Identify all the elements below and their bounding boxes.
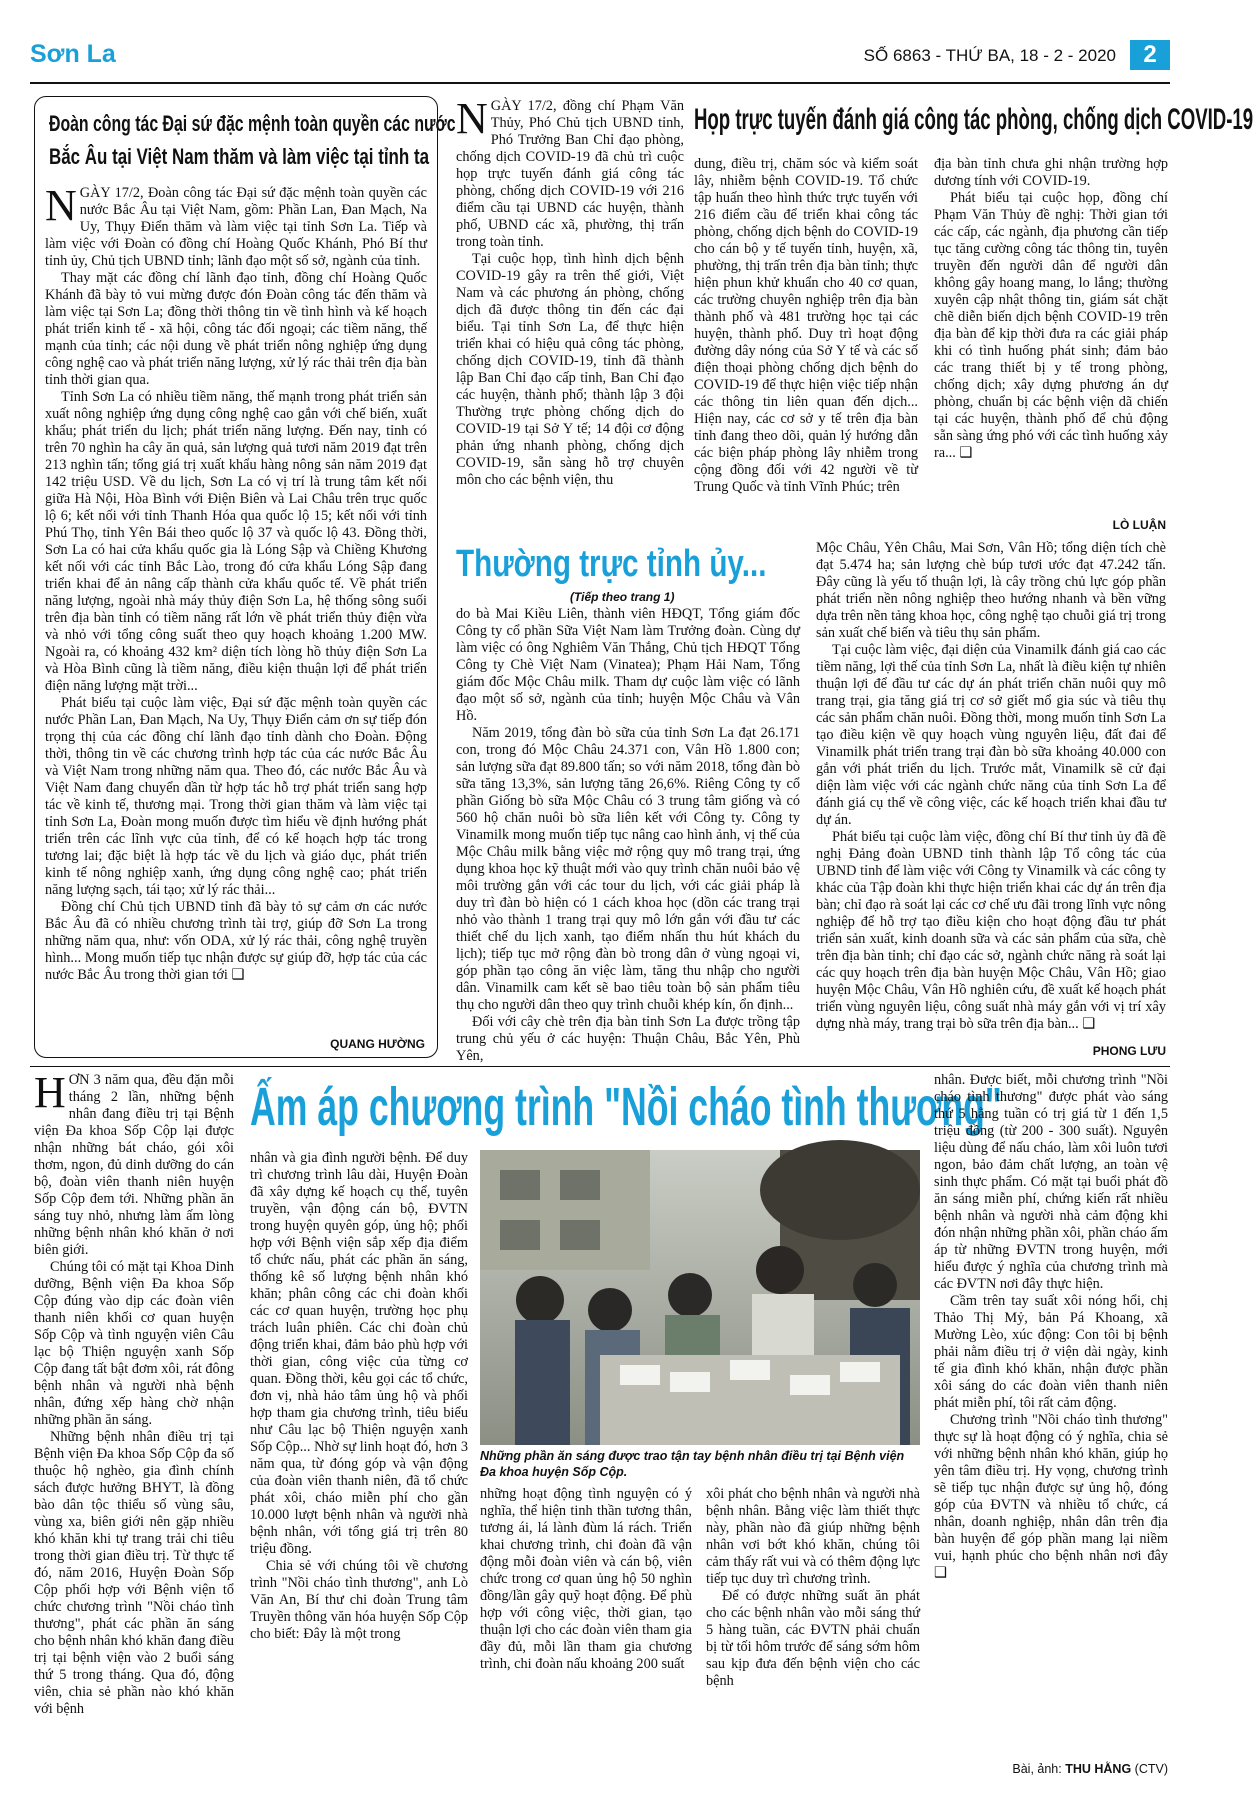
article-nordic-delegation	[34, 96, 456, 1058]
drop-cap: N	[45, 181, 77, 230]
charity-title: Ấm áp chương trình "Nồi cháo tình thương"	[250, 1077, 1002, 1137]
author: THU HẰNG	[1065, 1762, 1132, 1776]
paragraph: Tỉnh Sơn La có nhiều tiềm năng, thế mạnh trong phát triển sản xuất nông nghiệp ứng dụng công nghệ cao gắn với chế biến, xuất khẩu; phát triển du lịch; phát triển năng lượng. Đến nay, tỉnh có trên 70 nghìn ha cây ăn quả, sản lượng quả tươi năm 2019 đạt trên 213 nghìn tấn; tổng giá trị xuất khẩu hàng nông sản năm 2019 đạt 142 triệu USD. Về du lịch, Sơn La có vị trí là trung tâm kết nối giữa Hà Nội, Hòa Bình với Điện Biên và Lai Châu trên trục quốc lộ 6; kết nối với tỉnh Thanh Hóa qua quốc lộ 15; kết nối với tỉnh Phú Thọ, tỉnh Yên Bái theo quốc lộ 37 và quốc lộ 43. Đồng thời, Sơn La có hai cửa khẩu quốc gia là Lóng Sập và Chiềng Khương kết nối với các tỉnh Bắc Lào, trong đó cửa khẩu Lóng Sập đang triển khai để ản nâng cấp thành cửa khẩu quốc tế. Về phát triển năng lượng, ngoài nhà máy thủy điện Sơn La, hệ thống sông suối trên địa bàn tỉnh có tiềm năng rất lớn về phát triển thủy điện vừa và nhỏ với tổng công suất theo quy hoạch khoảng 1.200 MW. Ngoài ra, có khoảng 432 km² diện tích lòng hồ thủy điện Sơn La và Hòa Bình cũng là tiềm năng, điều kiện thuận lợi để phát triển điện năng lượng mặt trời...	[45, 389, 427, 694]
charity-col-5: nhân. Được biết, mỗi chương trình "Nồi cháo tình thương" được phát vào sáng thứ 5 hằng tuần có trị giá từ 1 đến 1,5 triệu đồng (từ 200 - 300 suất). Nguyên liệu dùng để nấu cháo, làm xôi luôn tươi ngon, bảo đảm chất lượng, an toàn vệ sinh thực phẩm. Có mặt tại buổi phát đồ ăn sáng miễn phí, chứng kiến rất nhiều bệnh nhân và người nhà cảm động khi đón nhận những phần xôi, phần cháo ấm áp từ những ĐVTN trong huyện, mới hiểu được ý nghĩa của chương trình mà các ĐVTN nơi đây thực hiện. Cầm trên tay suất xôi nóng hổi, chị Thảo Thị Mỷ, bản Pá Khoang, xã Mường Lèo, xúc động: Con tôi bị bệnh phải nằm điều trị ở viện dài ngày, kinh tế gia đình khó khăn, nhận được phần xôi sáng do các đoàn viên thanh niên phát miễn phí, tôi rất cảm động. Chương trình "Nồi cháo tình thương" thực sự là hoạt động có ý nghĩa, chia sẻ với những bệnh nhân khó khăn, giúp họ yên tâm điều trị. Hy vọng, chương trình sẽ tiếp tục nhận được sự ủng hộ, đóng góp của ĐVTN và nhiều tổ chức, cá nhân, doanh nghiệp, nhân dân trên địa bàn huyện để góp phần mang lại niềm vui, hạnh phúc cho bệnh nhân nơi đây ❑	[934, 1072, 1168, 1581]
author: QUANG HƯỜNG	[330, 1037, 425, 1051]
paragraph: Chương trình "Nồi cháo tình thương" thực sự là hoạt động có ý nghĩa, chia sẻ với những bệnh nhân khó khăn, giúp họ yên tâm điều trị. Hy vọng, chương trình sẽ tiếp tục nhận được sự ủng hộ, đóng góp của ĐVTN và nhiều tổ chức, cá nhân, doanh nghiệp, nhân dân trên địa bàn huyện để góp phần mang lại niềm vui, hạnh phúc cho bệnh nhân nơi đây ❑	[934, 1412, 1168, 1581]
continued-subtitle: (Tiếp theo trang 1)	[570, 590, 675, 604]
paragraph: Thay mặt các đồng chí lãnh đạo tỉnh, đồng chí Hoàng Quốc Khánh đã bày tỏ vui mừng được đón Đoàn công tác đến thăm và làm việc tại Sơn La; đồng thời thông tin về tình hình và kế hoạch phát triển kinh tế - xã hội, công tác đối ngoại; các tiềm năng, thế mạnh của tỉnh; các nội dung về phát triển nông nghiệp ứng dụng công nghệ cao và phát triển năng lượng, xử lý rác thải trên địa bàn tỉnh thời gian qua.	[45, 270, 427, 388]
covid-col-3: địa bàn tỉnh chưa ghi nhận trường hợp dương tính với COVID-19. Phát biểu tại cuộc họp, đồng chí Phạm Văn Thủy đề nghị: Thời gian tới các cấp, các ngành, địa phương cần tiếp tục tăng cường công tác thông tin, tuyên truyền đến người dân để người dân không gây hoang mang, lo lắng; thường xuyên cập nhật thông tin, giám sát chặt chẽ diễn biến dịch bệnh COVID-19 trên địa bàn để kịp thời đưa ra các giải pháp khi có tình huống phát sinh; đảm bảo các trang thiết bị y tế trong phòng, chống dịch; xây dựng phương án dự phòng, chuẩn bị các bệnh viện dã chiến tại các huyện, thành phố để chủ động sẵn sàng ứng phó với các tình huống xảy ra... ❑	[934, 156, 1168, 461]
paragraph: Chúng tôi có mặt tại Khoa Dinh dưỡng, Bệnh viện Đa khoa Sốp Cộp đúng vào dịp các đoàn viên thanh niên khối cơ quan huyện Sốp Cộp và tình nguyện viên Câu lạc bộ Thiện nguyện xanh Sốp Cộp đang tất bật đơm xôi, rát đông bệnh nhân và người nhà bệnh nhân, đứng xếp hàng chờ nhận những phần ăn sáng.	[34, 1259, 234, 1428]
charity-col-2: nhân và gia đình người bệnh. Để duy trì chương trình lâu dài, Huyện Đoàn đã xây dựng kế hoạch cụ thể, tuyên truyền, vận động cán bộ, ĐVTN trong huyện quyên góp, ủng hộ; phối hợp với Bệnh viện sắp xếp địa điểm tổ chức nấu, phát các phần ăn sáng, thống kê số lượng bệnh nhân khó khăn; phân công các chi đoàn khối các cơ quan huyện, trường học phụ trách luân phiên. Các chi đoàn chủ động triển khai, đảm bảo phù hợp với thời gian, công việc của từng cơ quan. Đồng thời, kêu gọi các tổ chức, đơn vị, nhà hảo tâm ủng hộ và phối hợp tham gia chương trình, tiêu biểu như Câu lạc bộ Thiện nguyện xanh Sốp Cộp... Nhờ sự linh hoạt đó, hơn 3 năm qua, từ đóng góp và vận động của đoàn viên thanh niên, đã tổ chức phát xôi, cháo miễn phí cho gần 10.000 lượt bệnh nhân và người nhà bệnh nhân, với tổng giá trị trên 80 triệu đồng. Chia sẻ với chúng tôi về chương trình "Nồi cháo tình thương", anh Lò Văn An, Bí thư chi đoàn Trung tâm Truyền thông văn hóa huyện Sốp Cộp cho biết: Đây là một trong	[250, 1150, 468, 1642]
article-title-line2: Bắc Âu tại Việt Nam thăm và làm việc tại tỉnh ta	[49, 144, 430, 169]
author: LÒ LUẬN	[1112, 518, 1166, 532]
vinamilk-col-2: Mộc Châu, Yên Châu, Mai Sơn, Vân Hồ; tổng diện tích chè đạt 5.474 ha; sản lượng chè búp tươi ước đạt 47.242 tấn. Đây cũng là yếu tố thuận lợi, là cây trồng chủ lực góp phần phát triển nền nông nghiệp theo hướng nhanh và bền vững dựa trên nền tảng khoa học, công nghệ tạo chuỗi giá trị trong sản xuất chế biến và tiêu thụ sản phẩm. Tại cuộc làm việc, đại diện của Vinamilk đánh giá cao các tiềm năng, lợi thế của tỉnh Sơn La, nhất là điều kiện tự nhiên thuận lợi để đầu tư các dự án phát triển chăn nuôi quy mô trang trại, gia tăng giá trị cơ sở giết mổ gia súc và tiêu thụ các sản phẩm chăn nuôi. Đồng thời, mong muốn tỉnh Sơn La tạo điều kiện về quy hoạch vùng nguyên liệu, đất đai để Vinamilk phát triển trang trại đàn bò sữa khoảng 40.000 con gắn với phát triển du lịch. Trước mắt, Vinamilk sẽ cử đại diện làm việc với các ngành chức năng của tỉnh Sơn La để đánh giá cụ thể về công việc, các kế hoạch triển khai đầu tư dự án. Phát biểu tại cuộc làm việc, đồng chí Bí thư tỉnh ủy đã đề nghị Đảng đoàn UBND tỉnh thành lập Tổ công tác của UBND tỉnh để làm việc với Công ty Vinamilk và các công ty khác của Tập đoàn khi thực hiện triển khai các dự án trên địa bàn; chỉ đạo rà soát lại các cơ chế ưu đãi trong lĩnh vực nông nghiệp để hỗ trợ tạo điều kiện cho hoạt động đầu tư phát triển sản xuất, kinh doanh sữa và các sản phẩm của sữa, chè trên địa bàn tỉnh; chỉ đạo các sở, ngành chức năng rà soát lại các quy hoạch trên địa bàn huyện Mộc Châu, Vân Hồ; giao huyện Mộc Châu, Vân Hồ nghiên cứu, đề xuất kế hoạch phát triển vùng nguyên liệu, công suất nhà máy gắn với vị trí xây dựng nhà máy, trang trại bò sữa trên địa bàn... ❑	[816, 540, 1166, 1032]
paragraph: Những bệnh nhân điều trị tại Bệnh viện Đa khoa Sốp Cộp đa số thuộc hộ nghèo, gia đình chính sách được hưởng BHYT, là đồng bào dân tộc thiểu số vùng sâu, vùng xa, biên giới nên gặp nhiều khó khăn khi tự trang trải chi tiêu trong thời gian điều trị. Từ thực tế đó, năm 2016, Huyện Đoàn Sốp Cộp phối hợp với Bệnh viện tổ chức chương trình "Nồi cháo tình thương", phát các phần ăn sáng cho bệnh nhân khó khăn đang điều trị tại bệnh viện vào 2 buổi sáng thứ 5 trong tháng. Qua đó, động viên, chia sẻ phần nào khó khăn với bệnh	[34, 1429, 234, 1717]
paragraph: Năm 2019, tổng đàn bò sữa của tỉnh Sơn La đạt 26.171 con, trong đó Mộc Châu 24.371 con, Vân Hồ 1.800 con; sản lượng sữa đạt 89.800 tấn; so với năm 2018, tổng đàn bò sữa tăng 13,3%, sản lượng tăng 26,6%. Riêng Công ty cổ phần Giống bò sữa Mộc Châu có 3 trung tâm giống và có 560 hộ chăn nuôi bò sữa liên kết với Công ty. Công ty Vinamilk mong muốn tiếp tục nâng cao hình ảnh, vị thế của Mộc Châu milk bằng việc mở rộng quy mô trang trại, ứng dụng khoa học kỹ thuật mới vào quy trình chăn nuôi bảo vệ môi trường gắn với các tour du lịch, với các giải pháp là duy trì đàn bò hiện có 1 cách khoa học (dồn các trang trại nhỏ vào thành 1 trang trại quy mô lớn gắn với đầu tư các thiết chế du lịch xanh, tạo điểm nhấn thu hút khách du lịch); tiếp tục mở rộng đàn bò trong dân ở vùng ngoại vi, góp phần tạo công ăn việc làm, tăng thu nhập cho người dân. Vinamilk cam kết sẽ bao tiêu toàn bộ sản phẩm tiêu thụ cho người dân theo quy trình chuỗi khép kín, ổn định...	[456, 725, 800, 1013]
paragraph: Phát biểu tại cuộc làm việc, Đại sứ đặc mệnh toàn quyền các nước Phần Lan, Đan Mạch, Na Uy, Thụy Điển cảm ơn sự tiếp đón trọng thị của các đồng chí lãnh đạo tỉnh dành cho Đoàn. Động thời, thông tin về các chương trình hợp tác của các nước Bắc Âu và Việt Nam trong những năm qua. Theo đó, các nước Bắc Âu và Việt Nam đang chuyển dần từ hợp tác hỗ trợ phát triển sang hợp tác về kinh tế, thương mại. Trong thời gian thăm và làm việc tại tỉnh Sơn La, Đoàn mong muốn được tìm hiểu về định hướng phát triển trên các lĩnh vực của tỉnh, để có kế hoạch hợp tác trong tương lai; đặc biệt là hợp tác về du lịch và giáo dục, phát triển kinh tế nông nghiệp xanh, ứng dụng công nghệ cao; phát triển năng lượng sạch, tái tạo; xử lý rác thải...	[45, 695, 427, 898]
article-title-line1: Đoàn công tác Đại sứ đặc mệnh toàn quyền các nước	[49, 111, 456, 136]
author-line: Bài, ảnh: THU HẰNG (CTV)	[1012, 1762, 1168, 1776]
covid-col-2: dung, điều trị, chăm sóc và kiểm soát lây, nhiễm bệnh COVID-19. Tổ chức tập huấn theo hình thức trực tuyến với 216 điểm cầu để triển khai công tác phòng, chống dịch bệnh do COVID-19 cho cán bộ y tế tuyến tỉnh, huyện, xã, phường, thị trấn trên địa bàn tỉnh; thực hiện phun khử khuẩn cho 40 cơ quan, các trường chuyên nghiệp trên địa bàn thành phố và 481 trường học tại các huyện, thành phố. Duy trì hoạt động đường dây nóng của Sở Y tế và các số điện thoại phòng chống dịch bệnh do COVID-19 để thực hiện việc tiếp nhận các thông tin liên quan đến dịch... Hiện nay, các cơ sở y tế trên địa bàn tỉnh đang theo dõi, quản lý hướng dẫn các biện pháp phòng lây nhiễm trong cộng đồng đối với 42 người về từ Trung Quốc và tỉnh Vĩnh Phúc; trên	[694, 156, 918, 495]
issue-info: SỐ 6863 - THỨ BA, 18 - 2 - 2020	[863, 46, 1116, 65]
article-body	[45, 181, 427, 1035]
section-name: Sơn La	[30, 40, 116, 68]
paragraph: Để có được những suất ăn phát cho các bệnh nhân vào mỗi sáng thứ 5 hàng tuần, các ĐVTN phải chuẩn bị từ tối hôm trước để sáng sớm hôm sau kịp đưa đến bệnh viện cho các bệnh	[706, 1588, 920, 1689]
paragraph: Phát biểu tại cuộc họp, đồng chí Phạm Văn Thủy đề nghị: Thời gian tới các cấp, các ngành, địa phương cần tiếp tục tăng cường công tác thông tin, tuyên truyền đến người dân để người dân không gây hoang mang, lo lắng; thường xuyên cập nhật thông tin, giám sát chặt chẽ diễn biến dịch bệnh COVID-19 trên địa bàn để kịp thời đưa ra các giải pháp khi có tình huống phát sinh; đảm bảo các trang thiết bị y tế trong phòng, chống dịch; xây dựng phương án dự phòng, chuẩn bị các bệnh viện dã chiến tại các huyện, thành phố để chủ động sẵn sàng ứng phó với các tình huống xảy ra... ❑	[934, 190, 1168, 461]
page-header	[30, 40, 1170, 80]
paragraph: Phát biểu tại cuộc làm việc, đồng chí Bí thư tỉnh ủy đã đề nghị Đảng đoàn UBND tỉnh thành lập Tổ công tác của UBND tỉnh để làm việc với Công ty Vinamilk và các công ty khác của Tập đoàn khi thực hiện triển khai các dự án trên địa bàn; chỉ đạo rà soát lại các cơ chế ưu đãi trong lĩnh vực nông nghiệp để hỗ trợ tạo điều kiện cho hoạt động đầu tư phát triển sản xuất, kinh doanh sữa và các sản phẩm của sữa, chè trên địa bàn tỉnh; chỉ đạo các sở, ngành chức năng rà soát lại các quy hoạch trên địa bàn huyện Mộc Châu, Vân Hồ; giao huyện Mộc Châu, Vân Hồ nghiên cứu, đề xuất kế hoạch phát triển vùng nguyên liệu, công suất nhà máy gắn với vị trí xây dựng nhà máy, trang trại bò sữa trên địa bàn... ❑	[816, 829, 1166, 1032]
photo-illustration	[480, 1150, 920, 1445]
paragraph: GÀY 17/2, Đoàn công tác Đại sứ đặc mệnh toàn quyền các nước Bắc Âu tại Việt Nam, gồm: Phần Lan, Đan Mạch, Na Uy, Thụy Điển thăm và làm việc tại tỉnh Sơn La. Tiếp và làm việc với Đoàn có đồng chí Hoàng Quốc Khánh, Phó Bí thư tỉnh ủy, Chủ tịch UBND tỉnh; lãnh đạo một số sở, ngành của tỉnh.	[45, 185, 427, 269]
vinamilk-col-1: do bà Mai Kiều Liên, thành viên HĐQT, Tổng giám đốc Công ty cổ phần Sữa Việt Nam làm Trưởng đoàn. Cùng dự làm việc có ông Nghiêm Văn Thắng, Chủ tịch HĐQT Tổng Công ty Chè Việt Nam (Vinatea); Phạm Hải Nam, Tổng giám đốc Mộc Châu milk. Tham dự cuộc làm việc có lãnh đạo một số sở, ngành của tỉnh; huyện Mộc Châu và Vân Hồ. Năm 2019, tổng đàn bò sữa của tỉnh Sơn La đạt 26.171 con, trong đó Mộc Châu 24.371 con, Vân Hồ 1.800 con; sản lượng sữa đạt 89.800 tấn; so với năm 2018, tổng đàn bò sữa tăng 13,3%, sản lượng tăng 26,6%. Riêng Công ty cổ phần Giống bò sữa Mộc Châu có 3 trung tâm giống và có 560 hộ chăn nuôi bò sữa liên kết với Công ty. Công ty Vinamilk mong muốn tiếp tục nâng cao hình ảnh, vị thế của Mộc Châu milk bằng việc mở rộng quy mô trang trại, ứng dụng khoa học kỹ thuật mới vào quy trình chăn nuôi bảo vệ môi trường gắn với các tour du lịch, với các giải pháp là duy trì đàn bò hiện có 1 cách khoa học (dồn các trang trại nhỏ vào thành 1 trang trại quy mô lớn gắn với đầu tư các thiết chế du lịch xanh, tạo điểm nhấn thu hút khách du lịch); tiếp tục mở rộng đàn bò trong dân ở vùng ngoại vi, góp phần tạo công ăn việc làm, tăng thu nhập cho người dân. Vinamilk cam kết sẽ bao tiêu toàn bộ sản phẩm tiêu thụ cho người dân theo quy trình chuỗi khép kín, ổn định... Đối với cây chè trên địa bàn tỉnh Sơn La được trồng tập trung chủ yếu ở các huyện: Thuận Châu, Bắc Yên, Phù Yên,	[456, 606, 800, 1064]
covid-col-1: NGÀY 17/2, đồng chí Phạm Văn Thủy, Phó Chủ tịch UBND tỉnh, Phó Trưởng Ban Chỉ đạo phòng, chống dịch COVID-19 đã chủ trì cuộc họp trực tuyến đánh giá công tác phòng, chống dịch COVID-19 với 216 điểm cầu tại UBND các huyện, thành phố, UBND các xã, phường, thị trấn trong toàn tỉnh. Tại cuộc họp, tình hình dịch bệnh COVID-19 gây ra trên thế giới, Việt Nam và các phương án phòng, chống dịch đã được thông tin đến các đại biểu. Tại tỉnh Sơn La, để thực hiện triển khai có hiệu quả công tác phòng, chống dịch COVID-19, tỉnh đã thành lập Ban Chỉ đạo cấp tỉnh, Ban Chỉ đạo các huyện, thành phố; thành lập 3 đội Thường trực phòng chống dịch do COVID-19 tại Sở Y tế; 14 đội cơ động phản ứng nhanh phòng, chống dịch COVID-19, sẵn sàng hỗ trợ chuyên môn cho các bệnh viện, thu	[456, 94, 684, 488]
paragraph: Đồng chí Chủ tịch UBND tỉnh đã bày tỏ sự cảm ơn các nước Bắc Âu đã có nhiều chương trình tài trợ, giúp đỡ Sơn La trong những năm qua, như: vốn ODA, xử lý rác thải, công nghệ truyền hình... Mong muốn tiếp tục nhận được sự giúp đỡ, hợp tác của các nước Bắc Âu trong thời gian tới ❑	[45, 899, 427, 983]
article-title	[49, 109, 456, 181]
paragraph: Tại cuộc họp, tình hình dịch bệnh COVID-19 gây ra trên thế giới, Việt Nam và các phương án phòng, chống dịch đã được thông tin đến các đại biểu. Tại tỉnh Sơn La, để thực hiện triển khai có hiệu quả công tác phòng, chống dịch COVID-19, tỉnh đã thành lập Ban Chỉ đạo cấp tỉnh, Ban Chỉ đạo các huyện, thành phố; thành lập 3 đội Thường trực phòng chống dịch do COVID-19 tại Sở Y tế; 14 đội cơ động phản ứng nhanh phòng, chống dịch COVID-19, sẵn sàng hỗ trợ chuyên môn cho các bệnh viện, thu	[456, 251, 684, 488]
author: PHONG LƯU	[1092, 1044, 1166, 1058]
paragraph: Chia sẻ với chúng tôi về chương trình "Nồi cháo tình thương", anh Lò Văn An, Bí thư chi đoàn Trung tâm Truyền thông văn hóa huyện Sốp Cộp cho biết: Đây là một trong	[250, 1558, 468, 1642]
page-number: 2	[1130, 40, 1170, 70]
charity-col-3: những hoạt động tình nguyện có ý nghĩa, thể hiện tinh thần tương thân, tương ái, lá lành đùm lá rách. Triển khai chương trình, chi đoàn đã vận động mỗi đoàn viên và cán bộ, viên chức trong cơ quan ủng hộ 50 nghìn đồng/lần gây quỹ hoạt động. Để phù hợp với công việc, thời gian, tạo thuận lợi cho các đoàn viên tham gia đầy đủ, mỗi lần tham gia chương trình, chi đoàn nấu khoảng 200 suất	[480, 1486, 692, 1672]
continued-article-title: Thường trực tỉnh ủy...	[456, 543, 767, 585]
charity-photo	[480, 1150, 920, 1445]
drop-cap: H	[34, 1068, 66, 1117]
photo-caption: Những phần ăn sáng được trao tận tay bệnh nhân điều trị tại Bệnh viện Đa khoa huyện Sốp Cộp.	[480, 1449, 905, 1479]
paragraph: Cầm trên tay suất xôi nóng hổi, chị Thảo Thị Mỷ, bản Pá Khoang, xã Mường Lèo, xúc động: Con tôi bị bệnh phải nằm điều trị ở viện dài ngày, kinh tế gia đình khó khăn, nhận được phần xôi sáng do các đoàn viên thanh niên phát miễn phí, tôi rất cảm động.	[934, 1293, 1168, 1411]
paragraph: Đối với cây chè trên địa bàn tỉnh Sơn La được trồng tập trung chủ yếu ở các huyện: Thuận Châu, Bắc Yên, Phù Yên,	[456, 1014, 800, 1064]
drop-cap: N	[456, 94, 488, 143]
charity-col-4: xôi phát cho bệnh nhân và người nhà bệnh nhân. Bằng việc làm thiết thực này, phần nào đã giúp những bệnh nhân vơi bớt khó khăn, chúng tôi cảm thấy rất vui và có thêm động lực tiếp tục duy trì chương trình. Để có được những suất ăn phát cho các bệnh nhân vào mỗi sáng thứ 5 hàng tuần, các ĐVTN phải chuẩn bị từ tối hôm trước để sáng sớm hôm sau kịp đưa đến bệnh viện cho các bệnh	[706, 1486, 920, 1689]
charity-col-1: HƠN 3 năm qua, đều đặn mỗi tháng 2 lần, những bệnh nhân đang điều trị tại Bệnh viện Đa khoa Sốp Cộp lại được nhận những bát cháo, gói xôi thơm, ngon, đủ dinh dưỡng do cán bộ, đoàn viên thanh niên huyện Sốp Cộp đem tới. Những phần ăn sáng tuy nhỏ, nhưng làm ấm lòng những bệnh nhân khó khăn ở nơi biên giới. Chúng tôi có mặt tại Khoa Dinh dưỡng, Bệnh viện Đa khoa Sốp Cộp đúng vào dịp các đoàn viên thanh niên khối cơ quan huyện Sốp Cộp và tình nguyện viên Câu lạc bộ Thiện nguyện xanh Sốp Cộp đang tất bật đơm xôi, rát đông bệnh nhân và người nhà bệnh nhân, đứng xếp hàng chờ nhận những phần ăn sáng. Những bệnh nhân điều trị tại Bệnh viện Đa khoa Sốp Cộp đa số thuộc hộ nghèo, gia đình chính sách được hưởng BHYT, là đồng bào dân tộc thiểu số vùng sâu, vùng xa, biên giới nên gặp nhiều khó khăn khi tự trang trải chi tiêu trong thời gian điều trị. Từ thực tế đó, năm 2016, Huyện Đoàn Sốp Cộp phối hợp với Bệnh viện tổ chức chương trình "Nồi cháo tình thương", phát các phần ăn sáng cho bệnh nhân khó khăn đang điều trị tại bệnh viện vào 2 buổi sáng thứ 5 trong tháng. Qua đó, động viên, chia sẻ phần nào khó khăn với bệnh	[34, 1068, 234, 1717]
covid-title: Họp trực tuyến đánh giá công tác phòng, chống dịch COVID-19	[694, 103, 1253, 136]
paragraph: Tại cuộc làm việc, đại diện của Vinamilk đánh giá cao các tiềm năng, lợi thế của tỉnh Sơn La, nhất là điều kiện tự nhiên thuận lợi để đầu tư các dự án phát triển chăn nuôi quy mô trang trại, gia tăng giá trị cơ sở giết mổ gia súc và tiêu thụ các sản phẩm chăn nuôi. Đồng thời, mong muốn tỉnh Sơn La tạo điều kiện về quy hoạch vùng nguyên liệu, đất đai để Vinamilk phát triển trang trại đàn bò sữa khoảng 40.000 con gắn với phát triển du lịch. Trước mắt, Vinamilk sẽ cử đại diện làm việc với các ngành chức năng của tỉnh Sơn La để đánh giá cụ thể về công việc, các kế hoạch triển khai đầu tư dự án.	[816, 642, 1166, 828]
